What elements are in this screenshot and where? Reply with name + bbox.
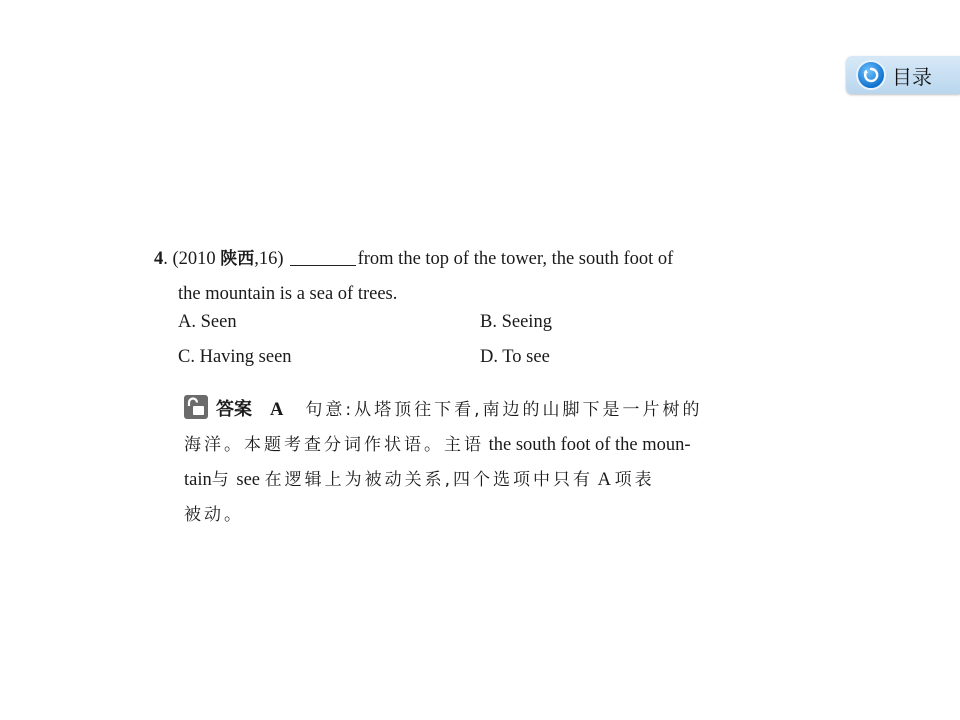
answer-line3-f: 项表	[614, 470, 655, 490]
answer-label: 答案	[216, 399, 252, 420]
question-block	[154, 242, 814, 312]
answer-line3-c: see	[231, 470, 265, 490]
answer-line-3	[184, 463, 796, 498]
answer-line-4	[184, 498, 796, 533]
answer-blank	[290, 245, 356, 266]
answer-line3-a: tain	[184, 470, 212, 490]
answer-explanation-line2-zh: 海洋。本题考查分词作状语。主语	[184, 435, 484, 455]
answer-explanation-line2-en: the south foot of the moun-	[484, 435, 691, 455]
answer-explanation-line1: 句意:从塔顶往下看,南边的山脚下是一片树的	[305, 400, 703, 420]
question-line-1	[154, 242, 814, 277]
toc-label: 目录	[892, 64, 932, 89]
toc-button[interactable]	[846, 56, 960, 94]
option-a[interactable]: A. Seen	[178, 312, 237, 332]
unlock-icon	[184, 395, 208, 419]
answer-line-1	[184, 392, 796, 428]
question-stem-line2: the mountain is a sea of trees.	[178, 284, 398, 304]
answer-explanation-line4: 被动。	[184, 505, 244, 525]
answer-letter: A	[270, 400, 284, 420]
question-source-open: . (2010	[163, 249, 221, 269]
answer-line3-d: 在逻辑上为被动关系,四个选项中只有	[264, 470, 594, 490]
question-stem-line1: from the top of the tower, the south foot of	[357, 249, 674, 269]
option-c[interactable]: C. Having seen	[178, 347, 292, 367]
answer-line-2	[184, 428, 796, 463]
question-number: 4	[154, 249, 164, 269]
question-source-close: ,16)	[254, 249, 284, 269]
question-source-region: 陕西	[220, 249, 255, 269]
answer-line3-b: 与	[211, 470, 232, 490]
answer-line3-e: A	[593, 470, 615, 490]
answer-block	[184, 392, 796, 533]
refresh-arrow-icon	[856, 60, 886, 90]
option-b[interactable]: B. Seeing	[480, 312, 552, 332]
option-d[interactable]: D. To see	[480, 347, 550, 367]
